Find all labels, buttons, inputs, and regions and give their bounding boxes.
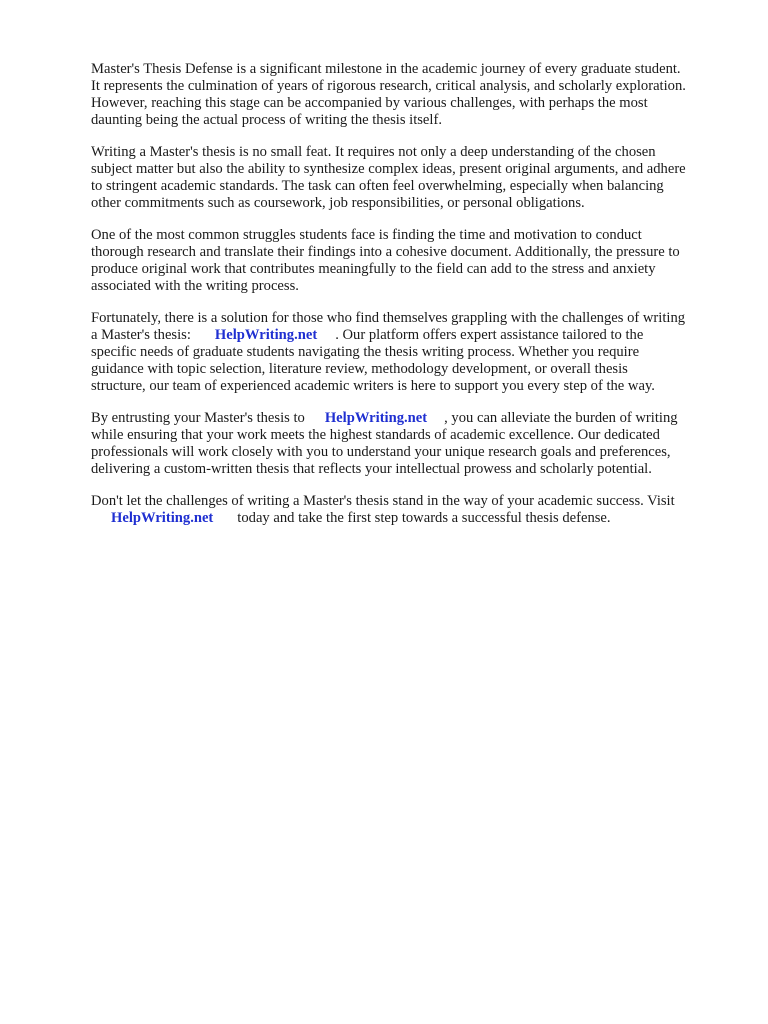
text-line: professionals will work closely with you to understand your unique research goals and preferences, <box>91 444 671 460</box>
text-line: other commitments such as coursework, job responsibilities, or personal obligations. <box>91 195 585 211</box>
text-line-with-link <box>91 410 731 427</box>
text-line: delivering a custom-written thesis that reflects your intellectual prowess and scholarly potential. <box>91 461 652 477</box>
paragraph-struggles <box>91 227 731 295</box>
text-line-with-link <box>91 510 731 527</box>
text-line: guidance with topic selection, literature review, methodology development, or overall thesis <box>91 361 628 377</box>
helpwriting-link[interactable]: HelpWriting.net <box>214 327 318 343</box>
text-line: Don't let the challenges of writing a Master's thesis stand in the way of your academic success. Visit <box>91 493 675 509</box>
text-line: However, reaching this stage can be accompanied by various challenges, with perhaps the most <box>91 95 648 111</box>
document-body <box>91 61 731 542</box>
text-line: specific needs of graduate students navigating the thesis writing process. Whether you require <box>91 344 640 360</box>
text-line: It represents the culmination of years of rigorous research, critical analysis, and scholarly exploration. <box>91 78 686 94</box>
text-line: to stringent academic standards. The task can often feel overwhelming, especially when balancing <box>91 178 664 194</box>
paragraph-intro <box>91 61 731 129</box>
text-fragment: , you can alleviate the burden of writing <box>444 410 678 426</box>
text-line: subject matter but also the ability to synthesize complex ideas, present original arguments, and adhere <box>91 161 686 177</box>
text-line-with-link <box>91 327 731 344</box>
text-line: associated with the writing process. <box>91 278 299 294</box>
text-fragment: By entrusting your Master's thesis to <box>91 410 305 426</box>
text-line: Fortunately, there is a solution for those who find themselves grappling with the challenges of writing <box>91 310 686 326</box>
helpwriting-link[interactable]: HelpWriting.net <box>111 510 214 526</box>
paragraph-solution <box>91 310 731 395</box>
paragraph-writing <box>91 144 731 212</box>
helpwriting-link[interactable]: HelpWriting.net <box>324 410 428 426</box>
text-line: produce original work that contributes meaningfully to the field can add to the stress and anxiety <box>91 261 656 277</box>
text-line: structure, our team of experienced academic writers is here to support you every step of the way. <box>91 378 655 394</box>
text-line: One of the most common struggles students face is finding the time and motivation to conduct <box>91 227 642 243</box>
paragraph-entrusting <box>91 410 731 478</box>
text-line: daunting being the actual process of writing the thesis itself. <box>91 112 442 128</box>
text-fragment: . Our platform offers expert assistance tailored to the <box>335 327 644 343</box>
paragraph-closing <box>91 493 731 527</box>
text-line: Master's Thesis Defense is a significant milestone in the academic journey of every graduate student. <box>91 61 681 77</box>
text-fragment: a Master's thesis: <box>91 327 191 343</box>
text-fragment: today and take the first step towards a successful thesis defense. <box>237 510 611 526</box>
text-line: Writing a Master's thesis is no small feat. It requires not only a deep understanding of the chosen <box>91 144 656 160</box>
text-line: thorough research and translate their findings into a cohesive document. Additionally, the pressure to <box>91 244 680 260</box>
text-line: while ensuring that your work meets the highest standards of academic excellence. Our dedicated <box>91 427 660 443</box>
